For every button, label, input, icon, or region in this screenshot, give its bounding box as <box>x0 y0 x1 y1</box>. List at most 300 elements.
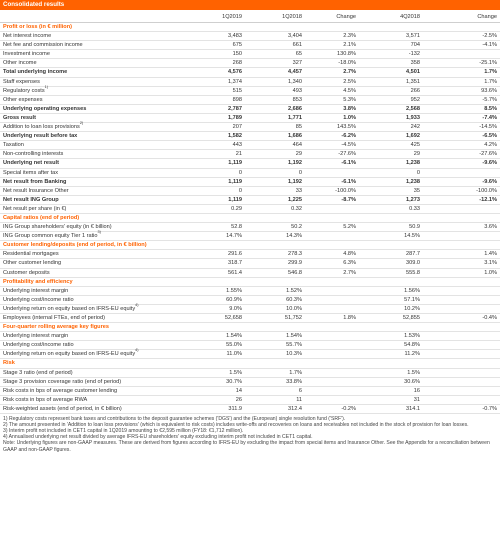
value-4q2018: 50.9 <box>409 224 420 231</box>
table-row <box>0 314 500 323</box>
value-1q2018: 10.0% <box>286 305 302 312</box>
value-change-yoy: 130.8% <box>337 51 356 58</box>
value-1q2019: 561.4 <box>228 269 242 276</box>
value-4q2018: 314.1 <box>406 405 420 412</box>
value-4q2018: 54.8% <box>404 342 420 349</box>
value-1q2019: 11.0% <box>226 351 242 358</box>
section-heading-label: Risk <box>3 360 15 367</box>
table-row <box>0 196 500 205</box>
value-1q2019: 30.7% <box>226 378 242 385</box>
table-row <box>0 41 500 50</box>
row-label <box>3 150 63 159</box>
row-label-text: Underlying cost/income ratio <box>3 296 74 303</box>
value-change-qoq: -7.4% <box>482 114 497 121</box>
value-4q2018: 1,238 <box>406 160 420 167</box>
value-1q2019: 3,483 <box>228 33 242 40</box>
value-1q2018: 278.3 <box>288 251 302 258</box>
value-change-yoy: 5.3% <box>343 96 356 103</box>
value-1q2019: 443 <box>232 142 242 149</box>
value-1q2019: 1.5% <box>229 369 242 376</box>
value-change-qoq: 4.2% <box>484 142 497 149</box>
value-change-qoq: -12.1% <box>479 196 497 203</box>
column-header-1q2018: 1Q2018 <box>282 14 302 20</box>
row-label <box>3 341 74 350</box>
value-change-yoy: -6.1% <box>341 178 356 185</box>
value-1q2019: 60.9% <box>226 296 242 303</box>
footnote: 2) The amount presented in 'Addition to loan loss provisions' (which is equivalent to risk costs) includes write-offs and recoveries on loans and receivables not included in the stock of provision for loan losses. <box>3 422 469 429</box>
value-1q2019: 207 <box>232 124 242 131</box>
footnote: 4) Annualised underlying net result divided by average IFRS-EU shareholders' equity excluding interim profit not included in CET1 capital. <box>3 434 313 441</box>
value-1q2018: 1.54% <box>286 333 302 340</box>
value-change-yoy: 2.7% <box>343 69 356 76</box>
value-1q2018: 1,192 <box>288 178 302 185</box>
section-heading <box>0 23 500 32</box>
table-row <box>0 59 500 68</box>
value-4q2018: 16 <box>413 387 420 394</box>
row-label-text: Non-controlling interests <box>3 151 64 158</box>
value-1q2018: 6 <box>298 387 302 394</box>
row-label <box>3 259 61 268</box>
footnote: 1) Regulatory costs represent bank taxes and contributions to the deposit guarantee schemes ('DGS') and the (European) single resolution fund ('SRF'). <box>3 416 346 423</box>
table-row <box>0 169 500 178</box>
row-label <box>3 196 59 205</box>
value-1q2018: 60.3% <box>286 296 302 303</box>
row-label-text: Gross result <box>3 114 36 121</box>
table-row <box>0 223 500 235</box>
value-1q2019: 4,576 <box>228 69 242 76</box>
value-4q2018: 30.6% <box>404 378 420 385</box>
table-row <box>0 369 500 378</box>
value-1q2019: 898 <box>232 96 242 103</box>
footnote-marker: 1) <box>44 84 49 89</box>
table-row <box>0 159 500 168</box>
footnotes <box>0 414 500 453</box>
table-row <box>0 114 500 126</box>
value-change-qoq: 1.0% <box>484 269 497 276</box>
table-title: Consolidated results <box>0 0 500 10</box>
value-change-yoy: 2.3% <box>343 33 356 40</box>
value-4q2018: 11.2% <box>404 351 420 358</box>
value-1q2019: 268 <box>232 60 242 67</box>
value-1q2018: 4,457 <box>288 69 302 76</box>
row-label-text: Addition to loan loss provisions <box>3 124 80 131</box>
value-1q2018: 1,225 <box>288 196 302 203</box>
row-label-text: Stage 3 ratio (end of period) <box>3 369 73 376</box>
row-label-text: Underlying interest margin <box>3 333 69 340</box>
row-label-text: Stage 3 provision coverage ratio (end of period) <box>3 378 122 385</box>
value-4q2018: 1.5% <box>407 369 420 376</box>
value-change-qoq: -2.5% <box>482 33 497 40</box>
value-1q2018: 1,340 <box>288 78 302 85</box>
value-change-yoy: 6.3% <box>343 260 356 267</box>
value-change-yoy: 1.8% <box>343 315 356 321</box>
table-row <box>0 178 500 187</box>
row-label <box>3 287 68 296</box>
row-label <box>3 296 74 305</box>
section-heading <box>0 278 500 287</box>
row-label-text: Net result from Banking <box>3 178 67 185</box>
value-change-qoq: -9.6% <box>482 178 497 185</box>
row-label-text: Special items after tax <box>3 169 59 176</box>
row-label <box>3 378 121 387</box>
row-label <box>3 178 66 187</box>
table-row <box>0 250 500 259</box>
value-4q2018: 952 <box>410 96 420 103</box>
value-4q2018: 704 <box>410 42 420 49</box>
row-label-text: Net result per share (in €) <box>3 205 67 212</box>
row-label <box>3 187 69 196</box>
value-4q2018: -132 <box>408 51 420 58</box>
value-1q2019: 55.0% <box>226 342 242 349</box>
row-label <box>3 78 40 87</box>
value-1q2018: 55.7% <box>286 342 302 349</box>
row-label-text: Investment income <box>3 51 50 58</box>
section-heading <box>0 359 500 368</box>
row-label <box>3 132 77 141</box>
table-row <box>0 68 500 77</box>
value-1q2019: 1,119 <box>228 196 242 203</box>
section-heading <box>0 323 500 332</box>
row-label <box>3 232 101 241</box>
row-label <box>3 159 59 168</box>
table-row <box>0 141 500 150</box>
value-1q2018: 853 <box>292 96 302 103</box>
value-1q2019: 150 <box>232 51 242 58</box>
value-change-qoq: -14.5% <box>479 124 497 131</box>
row-label <box>3 405 122 414</box>
value-4q2018: 1.56% <box>404 287 420 294</box>
value-change-yoy: -6.1% <box>341 160 356 167</box>
value-1q2018: 65 <box>295 51 302 58</box>
value-1q2019: 0 <box>238 169 242 176</box>
table-row <box>0 302 500 314</box>
row-label <box>3 84 49 96</box>
value-change-qoq: 93.6% <box>481 87 497 94</box>
value-1q2018: 546.8 <box>288 269 302 276</box>
value-1q2018: 33 <box>295 187 302 194</box>
value-1q2018: 50.2 <box>291 224 302 231</box>
row-label-text: Risk-weighted assets (end of period, in € billion) <box>3 405 122 412</box>
value-change-yoy: -4.5% <box>341 142 356 149</box>
value-1q2019: 311.9 <box>228 405 242 412</box>
column-header-1q2019: 1Q2019 <box>222 14 242 20</box>
row-label-text: Underlying return on equity based on IFRS-EU equity <box>3 305 136 312</box>
value-4q2018: 1,238 <box>406 178 420 185</box>
value-change-qoq: -100.0% <box>476 187 497 194</box>
value-change-qoq: 3.1% <box>484 260 497 267</box>
value-change-yoy: 143.5% <box>337 124 356 131</box>
column-header-4q2018: 4Q2018 <box>400 14 420 20</box>
value-4q2018: 10.2% <box>404 305 420 312</box>
footnote: Note: Underlying figures are non-GAAP measures. These are derived from figures according to IFRS-EU by excluding the impact from special items and Insurance Other. See the Appendix for a reconciliation between GAAP and non-GAAP figures. <box>3 440 490 453</box>
value-1q2018: 1.7% <box>289 369 302 376</box>
row-label-text: Regulatory costs <box>3 87 45 94</box>
row-label-text: Residential mortgages <box>3 251 59 258</box>
value-1q2018: 85 <box>295 124 302 131</box>
value-4q2018: 266 <box>410 87 420 94</box>
value-1q2019: 21 <box>235 151 242 158</box>
value-change-qoq: 1.7% <box>484 78 497 85</box>
value-1q2018: 493 <box>292 87 302 94</box>
value-change-yoy: 2.1% <box>343 42 356 49</box>
value-1q2019: 2,787 <box>228 105 242 112</box>
value-change-yoy: -27.6% <box>338 151 356 158</box>
value-change-yoy: 1.0% <box>343 114 356 121</box>
value-1q2019: 1.54% <box>226 333 242 340</box>
value-4q2018: 287.7 <box>406 251 420 258</box>
value-1q2018: 51,752 <box>284 315 302 321</box>
table-row <box>0 269 500 278</box>
value-1q2019: 1,374 <box>228 78 242 85</box>
row-label-text: Underlying return on equity based on IFRS-EU equity <box>3 351 136 358</box>
section-heading-label: Customer lending/deposits (end of period, in € billion) <box>3 242 147 249</box>
value-1q2018: 1,771 <box>288 114 302 121</box>
value-1q2018: 0 <box>298 169 302 176</box>
value-change-yoy: -100.0% <box>335 187 356 194</box>
value-4q2018: 29 <box>413 151 420 158</box>
value-1q2018: 3,404 <box>288 33 302 40</box>
column-header-row <box>0 10 500 23</box>
value-1q2019: 1.55% <box>226 287 242 294</box>
value-4q2018: 242 <box>410 124 420 131</box>
table-row <box>0 132 500 141</box>
table-row <box>0 350 500 359</box>
row-label-text: Net fee and commission income <box>3 42 83 49</box>
table-row <box>0 84 500 96</box>
table-row <box>0 96 500 105</box>
row-label-text: Underlying operating expenses <box>3 105 87 112</box>
table-row <box>0 150 500 159</box>
row-label <box>3 387 117 396</box>
table-row <box>0 205 500 214</box>
value-1q2019: 52,658 <box>224 315 242 321</box>
value-change-yoy: -18.0% <box>338 60 356 67</box>
row-label-text: Net interest income <box>3 33 52 40</box>
row-label <box>3 396 87 405</box>
row-label <box>3 302 139 314</box>
section-heading <box>0 241 500 250</box>
row-label-text: Total underlying income <box>3 69 68 76</box>
row-label-text: Underlying net result <box>3 160 59 167</box>
table-row <box>0 387 500 396</box>
table-row <box>0 105 500 114</box>
value-4q2018: 31 <box>413 396 420 403</box>
row-label <box>3 32 51 41</box>
table-row <box>0 32 500 41</box>
section-heading <box>0 214 500 223</box>
value-change-qoq: -9.6% <box>482 160 497 167</box>
row-label <box>3 96 43 105</box>
value-change-qoq: 1.7% <box>484 69 497 76</box>
row-label <box>3 205 66 214</box>
row-label <box>3 50 50 59</box>
value-1q2018: 312.4 <box>288 405 302 412</box>
table-row <box>0 232 500 241</box>
row-label <box>3 314 105 323</box>
value-change-yoy: 4.8% <box>343 251 356 258</box>
value-4q2018: 309.0 <box>406 260 420 267</box>
value-1q2019: 1,789 <box>228 114 242 121</box>
value-1q2019: 26 <box>235 396 242 403</box>
value-1q2018: 1.52% <box>286 287 302 294</box>
value-4q2018: 0.33 <box>409 205 420 212</box>
footnote-marker: 2) <box>79 121 84 126</box>
value-1q2018: 10.3% <box>286 351 302 358</box>
value-change-qoq: 8.5% <box>484 105 497 112</box>
row-label <box>3 250 59 259</box>
row-label <box>3 114 36 123</box>
row-label-text: Risk costs in bps of average RWA <box>3 396 88 403</box>
value-4q2018: 1,351 <box>406 78 420 85</box>
value-4q2018: 425 <box>410 142 420 149</box>
value-1q2018: 33.8% <box>286 378 302 385</box>
row-label-text: ING Group common equity Tier 1 ratio <box>3 233 98 240</box>
value-4q2018: 1,692 <box>406 133 420 140</box>
value-1q2018: 29 <box>295 151 302 158</box>
row-label <box>3 269 50 278</box>
value-4q2018: 555.8 <box>406 269 420 276</box>
value-4q2018: 57.1% <box>404 296 420 303</box>
table-row <box>0 405 500 414</box>
footnote-marker: 4) <box>135 302 139 307</box>
section-heading-label: Capital ratios (end of period) <box>3 214 80 221</box>
section-heading-label: Profit or loss (in € million) <box>3 24 72 30</box>
value-1q2019: 1,582 <box>228 133 242 140</box>
value-1q2018: 11 <box>296 396 302 403</box>
value-4q2018: 3,571 <box>406 33 420 40</box>
table-row <box>0 341 500 353</box>
value-change-qoq: -27.6% <box>479 151 497 158</box>
column-header-change-yoy: Change <box>336 14 356 20</box>
value-4q2018: 1,273 <box>406 196 420 203</box>
value-4q2018: 0 <box>416 169 420 176</box>
value-1q2018: 1,686 <box>288 133 302 140</box>
value-4q2018: 14.5% <box>404 233 420 240</box>
value-4q2018: 358 <box>410 60 420 67</box>
value-change-yoy: -6.2% <box>341 133 356 140</box>
row-label-text: Net result ING Group <box>3 196 59 203</box>
table-row <box>0 50 500 59</box>
value-1q2018: 1,192 <box>288 160 302 167</box>
value-1q2019: 52.8 <box>231 224 242 231</box>
value-1q2019: 14 <box>235 387 242 394</box>
value-4q2018: 1.53% <box>404 333 420 340</box>
row-label <box>3 141 24 150</box>
value-change-qoq: -5.7% <box>482 96 497 103</box>
row-label <box>3 68 67 77</box>
row-label-text: Risk costs in bps of average customer lending <box>3 387 118 394</box>
value-4q2018: 2,568 <box>406 105 420 112</box>
value-1q2018: 0.32 <box>291 205 302 212</box>
row-label <box>3 123 83 132</box>
value-change-yoy: -8.7% <box>341 196 356 203</box>
footnote-marker: 3) <box>97 230 101 235</box>
value-change-yoy: 2.7% <box>343 269 356 276</box>
value-1q2018: 661 <box>292 42 302 49</box>
value-1q2019: 515 <box>232 87 242 94</box>
row-label <box>3 105 86 114</box>
value-change-qoq: -0.7% <box>482 405 497 412</box>
table-row <box>0 78 500 87</box>
row-label <box>3 59 37 68</box>
row-label-text: Other customer lending <box>3 260 62 267</box>
value-change-yoy: 5.2% <box>343 224 356 231</box>
value-4q2018: 4,501 <box>406 69 420 76</box>
table-row <box>0 123 500 132</box>
value-1q2019: 0 <box>238 187 242 194</box>
row-label <box>3 41 83 50</box>
value-4q2018: 52,855 <box>402 315 420 321</box>
value-1q2019: 1,119 <box>228 178 242 185</box>
table-row <box>0 378 500 387</box>
row-label-text: Customer deposits <box>3 269 50 276</box>
value-1q2019: 9.0% <box>229 305 242 312</box>
row-label-text: Underlying interest margin <box>3 287 69 294</box>
value-1q2019: 291.6 <box>228 251 242 258</box>
table-row <box>0 187 500 196</box>
row-label <box>3 223 112 235</box>
row-label-text: Other expenses <box>3 96 43 103</box>
row-label-text: Employees (internal FTEs, end of period) <box>3 315 105 321</box>
row-label-text: Underlying cost/income ratio <box>3 342 74 349</box>
value-change-qoq: -25.1% <box>479 60 497 67</box>
row-label <box>3 369 73 378</box>
footnote-marker: 4) <box>135 348 139 353</box>
table-row <box>0 296 500 305</box>
value-1q2019: 675 <box>232 42 242 49</box>
row-label-text: Taxation <box>3 142 24 149</box>
value-change-qoq: 3.6% <box>484 224 497 231</box>
row-label <box>3 169 58 178</box>
row-label-text: ING Group shareholders' equity (in € billion) <box>3 224 112 231</box>
value-4q2018: 1,933 <box>406 114 420 121</box>
value-1q2019: 318.7 <box>228 260 242 267</box>
results-table <box>0 23 500 414</box>
table-row <box>0 287 500 296</box>
value-1q2019: 14.7% <box>226 233 242 240</box>
row-label <box>3 332 68 341</box>
row-label-text: Underlying result before tax <box>3 133 78 140</box>
table-row <box>0 396 500 405</box>
value-change-yoy: 2.5% <box>343 78 356 85</box>
value-1q2018: 299.9 <box>288 260 302 267</box>
footnote: 3) Interim profit not included in CET1 capital in 1Q2019 amounting to €2,595 million (FY18: €1,712 million). <box>3 428 244 435</box>
row-label-text: Net result Insurance Other <box>3 187 69 194</box>
table-row <box>0 259 500 268</box>
row-label-text: Staff expenses <box>3 78 40 85</box>
value-1q2019: 1,119 <box>228 160 242 167</box>
value-change-yoy: 3.8% <box>343 105 356 112</box>
value-change-qoq: 1.4% <box>484 251 497 258</box>
value-4q2018: 35 <box>413 187 420 194</box>
value-1q2018: 14.3% <box>286 233 302 240</box>
value-change-qoq: -6.5% <box>482 133 497 140</box>
value-change-yoy: 4.5% <box>343 87 356 94</box>
section-heading-label: Four-quarter rolling average key figures <box>3 324 109 331</box>
row-label <box>3 350 139 359</box>
value-1q2018: 2,686 <box>288 105 302 112</box>
value-change-qoq: -4.1% <box>482 42 497 49</box>
row-label-text: Other income <box>3 60 37 67</box>
value-change-yoy: -0.2% <box>341 405 356 412</box>
value-change-qoq: -0.4% <box>482 315 497 321</box>
value-1q2018: 327 <box>292 60 302 67</box>
table-row <box>0 332 500 341</box>
value-1q2019: 0.29 <box>231 205 242 212</box>
column-header-change-qoq: Change <box>477 14 497 20</box>
section-heading-label: Profitability and efficiency <box>3 278 73 285</box>
value-1q2018: 464 <box>292 142 302 149</box>
